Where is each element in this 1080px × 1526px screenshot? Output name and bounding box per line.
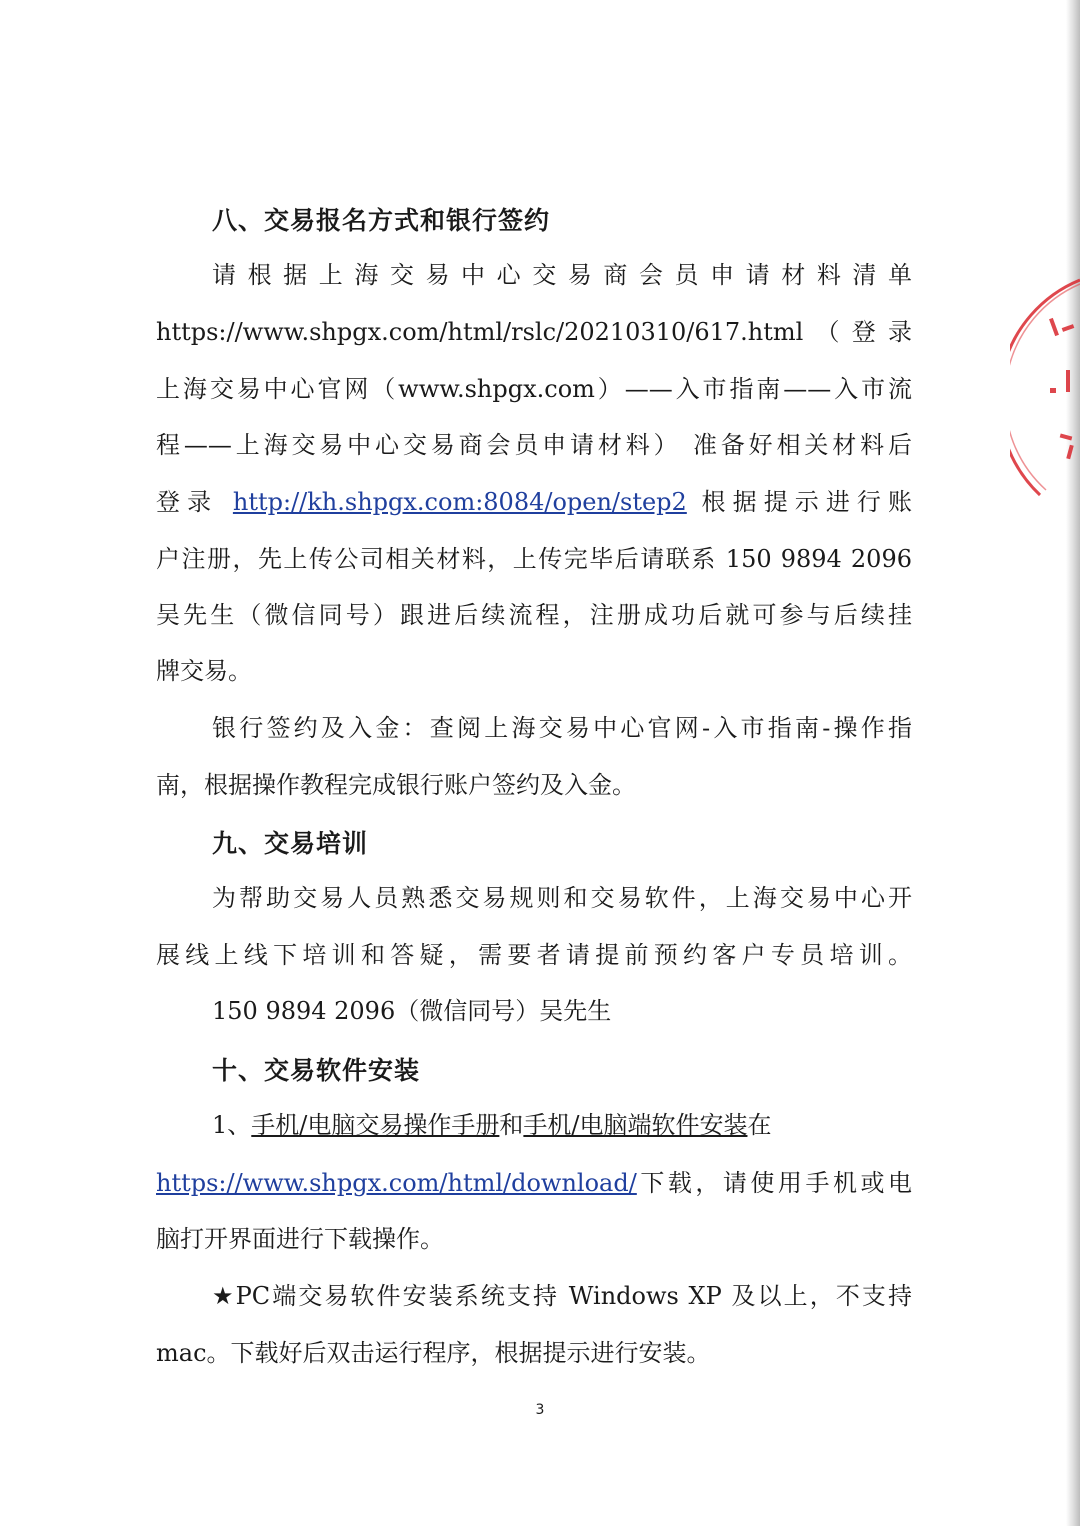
sec10-line-3: 脑打开界面进行下载操作。 — [156, 1225, 444, 1253]
sec8-line-8: 牌交易。 — [156, 657, 252, 685]
sec8-line-1: 请根据上海交易中心交易商会员申请材料清单 — [212, 261, 912, 289]
sec8-line-2: https://www.shpgx.com/html/rslc/20210310/617.html（登录 — [156, 318, 912, 346]
sec9-line-1: 为帮助交易人员熟悉交易规则和交易软件，上海交易中心开 — [212, 884, 912, 912]
sec10-line-1 — [212, 1108, 912, 1142]
software-install-link[interactable]: 手机/电脑端软件安装 — [523, 1111, 748, 1139]
sec9-line-2: 展线上线下培训和答疑，需要者请提前预约客户专员培训。 — [156, 941, 912, 969]
sec8-line-3: 上海交易中心官网（www.shpgx.com）——入市指南——入市流 — [156, 375, 912, 403]
sec10-line-4: ★PC端交易软件安装系统支持 Windows XP 及以上，不支持 — [212, 1282, 912, 1310]
register-link[interactable]: http://kh.shpgx.com:8084/open/step2 — [232, 488, 687, 516]
sec8-line-4: 程——上海交易中心交易商会员申请材料） 准备好相关材料后 — [156, 431, 912, 459]
sec8-line-6: 户注册，先上传公司相关材料，上传完毕后请联系 150 9894 2096 — [156, 545, 912, 573]
sec8-line-10: 南，根据操作教程完成银行账户签约及入金。 — [156, 771, 636, 799]
red-seal-stamp — [1010, 270, 1080, 520]
section-10-heading: 十、交易软件安装 — [212, 1056, 421, 1085]
section-9-heading: 九、交易培训 — [212, 829, 369, 858]
sec10-line-2 — [156, 1166, 912, 1200]
register-hint-text: 根据提示进行账 — [701, 488, 913, 516]
download-hint-text: 下载，请使用手机或电 — [636, 1169, 912, 1197]
section-8-heading: 八、交易报名方式和银行签约 — [212, 206, 551, 235]
item-number: 1、 — [212, 1111, 252, 1139]
download-link[interactable]: https://www.shpgx.com/html/download/ — [156, 1169, 637, 1197]
sec10-line-5: mac。下载好后双击运行程序，根据提示进行安装。 — [156, 1339, 711, 1367]
login-text: 登录 — [156, 488, 219, 516]
sec9-contact-line: 150 9894 2096（微信同号）吴先生 — [212, 997, 612, 1025]
trading-manual-link[interactable]: 手机/电脑交易操作手册 — [251, 1111, 500, 1139]
sec8-line-7: 吴先生（微信同号）跟进后续流程，注册成功后就可参与后续挂 — [156, 601, 912, 629]
page-number: 3 — [535, 1402, 545, 1418]
at-text: 在 — [747, 1111, 772, 1139]
and-text: 和 — [499, 1111, 524, 1139]
sec8-line-9: 银行签约及入金：查阅上海交易中心官网-入市指南-操作指 — [212, 714, 912, 742]
sec8-line-5 — [156, 485, 912, 519]
scan-edge-shadow — [1066, 0, 1080, 1526]
